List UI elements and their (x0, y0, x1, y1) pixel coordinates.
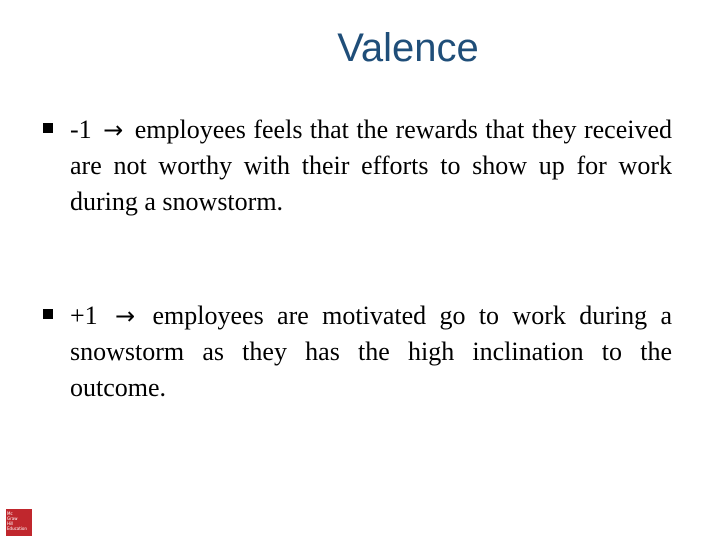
bullet-value: +1 (70, 301, 98, 330)
logo-line: Education (7, 526, 27, 531)
bullet-text: employees are motivated go to work during a snowstorm as they has the high inclination to the outcome. (70, 301, 672, 402)
square-bullet-icon (43, 309, 53, 319)
bullet-item-negative (40, 112, 672, 220)
bullet-item-positive (40, 298, 672, 406)
square-bullet-icon (43, 123, 53, 133)
logo-line: Mc (7, 511, 13, 516)
slide-title: Valence (337, 26, 479, 70)
logo-line: Graw (7, 516, 18, 521)
logo-line: Hill (7, 521, 14, 526)
right-arrow-icon: → (115, 302, 136, 330)
right-arrow-icon: → (103, 116, 124, 144)
bullet-text: employees feels that the rewards that they received are not worthy with their efforts to show up for work during a snowstorm. (70, 115, 673, 216)
mcgraw-hill-logo (6, 509, 32, 536)
bullet-value: -1 (70, 115, 92, 144)
bullet-list (40, 112, 672, 484)
